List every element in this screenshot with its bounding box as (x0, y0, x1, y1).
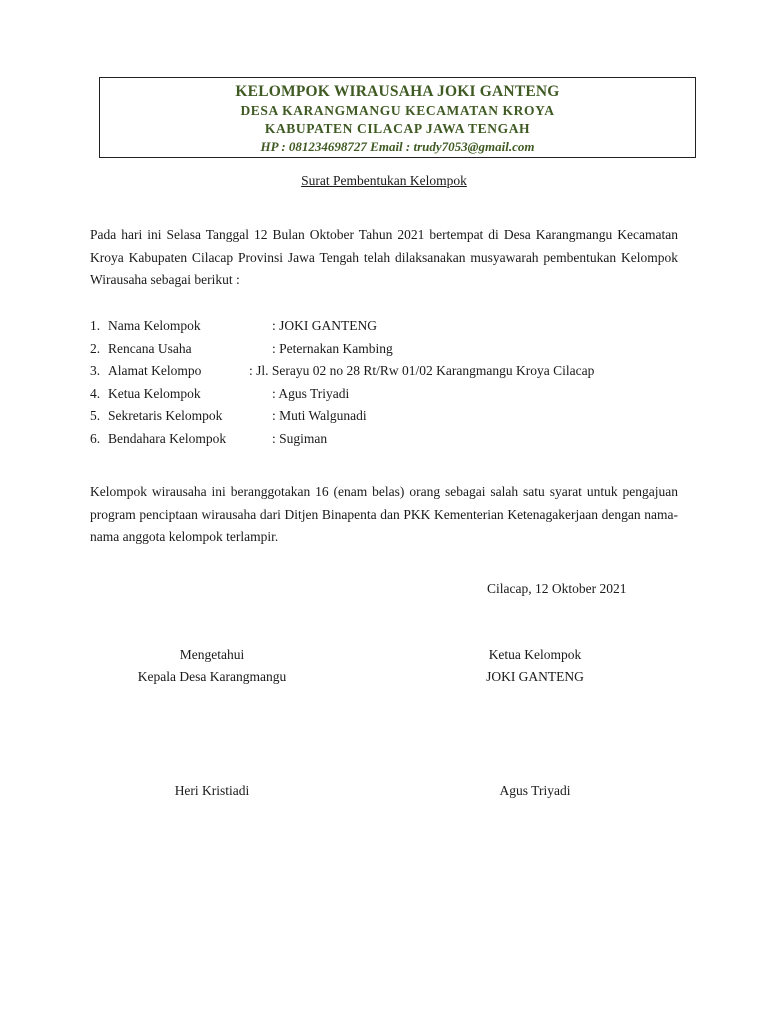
address-line-2: KABUPATEN CILACAP JAWA TENGAH (264, 121, 531, 136)
organization-name: KELOMPOK WIRAUSAHA JOKI GANTENG (235, 83, 560, 100)
place-date: Cilacap, 12 Oktober 2021 (487, 581, 627, 596)
address-line-1: DESA KARANGMANGU KECAMATAN KROYA (240, 103, 555, 118)
letterhead (99, 77, 696, 158)
detail-row-chairman (90, 383, 690, 406)
detail-value: : Sugiman (272, 430, 328, 446)
detail-label: Nama Kelompok (108, 318, 201, 333)
detail-row-business-plan (90, 338, 690, 361)
detail-row-address (90, 360, 690, 383)
opening-paragraph: Pada hari ini Selasa Tanggal 12 Bulan Oktober Tahun 2021 bertempat di Desa Karangmangu Kecamatan Kroya Kabupaten Cilacap Provinsi Jawa Tengah telah dilaksanakan musyawarah pembentukan Kelompok Wirausaha sebagai berikut : (90, 227, 678, 287)
right-signature-line-2: JOKI GANTENG (486, 669, 584, 684)
letter-subject: Surat Pembentukan Kelompok (301, 173, 467, 188)
detail-label: Bendahara Kelompok (108, 430, 227, 446)
detail-number: 5. (90, 408, 101, 424)
detail-number: 1. (90, 318, 101, 333)
right-signature-line-1: Ketua Kelompok (488, 647, 582, 662)
detail-number: 4. (90, 385, 101, 401)
detail-value: : Peternakan Kambing (272, 340, 393, 356)
right-signature-heading (435, 644, 635, 688)
left-signatory-name: Heri Kristiadi (174, 783, 250, 798)
left-signature-heading (112, 644, 312, 688)
detail-value: : Agus Triyadi (272, 385, 350, 401)
group-details-list (90, 315, 690, 451)
contact-line: HP : 081234698727 Email : trudy7053@gmail.com (260, 139, 535, 154)
detail-number: 6. (90, 430, 101, 446)
detail-row-group-name (90, 315, 690, 338)
detail-value: : Jl. Serayu 02 no 28 Rt/Rw 01/02 Karangmangu Kroya Cilacap (249, 363, 595, 379)
detail-label: Ketua Kelompok (108, 385, 201, 401)
detail-row-secretary (90, 405, 690, 428)
detail-value: : Muti Walgunadi (272, 408, 367, 424)
detail-label: Sekretaris Kelompok (108, 408, 223, 424)
closing-paragraph: Kelompok wirausaha ini beranggotakan 16 (enam belas) orang sebagai salah satu syarat untuk pengajuan program penciptaan wirausaha dari Ditjen Binapenta dan PKK Kementerian Ketenagakerjaan dengan nama-nama anggota kelompok terlampir. (90, 484, 678, 544)
detail-label: Rencana Usaha (108, 340, 192, 356)
detail-number: 2. (90, 340, 101, 356)
right-signatory-name: Agus Triyadi (499, 783, 571, 798)
left-signature-line-1: Mengetahui (179, 647, 245, 662)
detail-value: : JOKI GANTENG (272, 318, 377, 333)
detail-label: Alamat Kelompo (108, 363, 202, 379)
left-signature-line-2: Kepala Desa Karangmangu (137, 669, 287, 684)
detail-row-treasurer (90, 428, 690, 451)
detail-number: 3. (90, 363, 101, 379)
